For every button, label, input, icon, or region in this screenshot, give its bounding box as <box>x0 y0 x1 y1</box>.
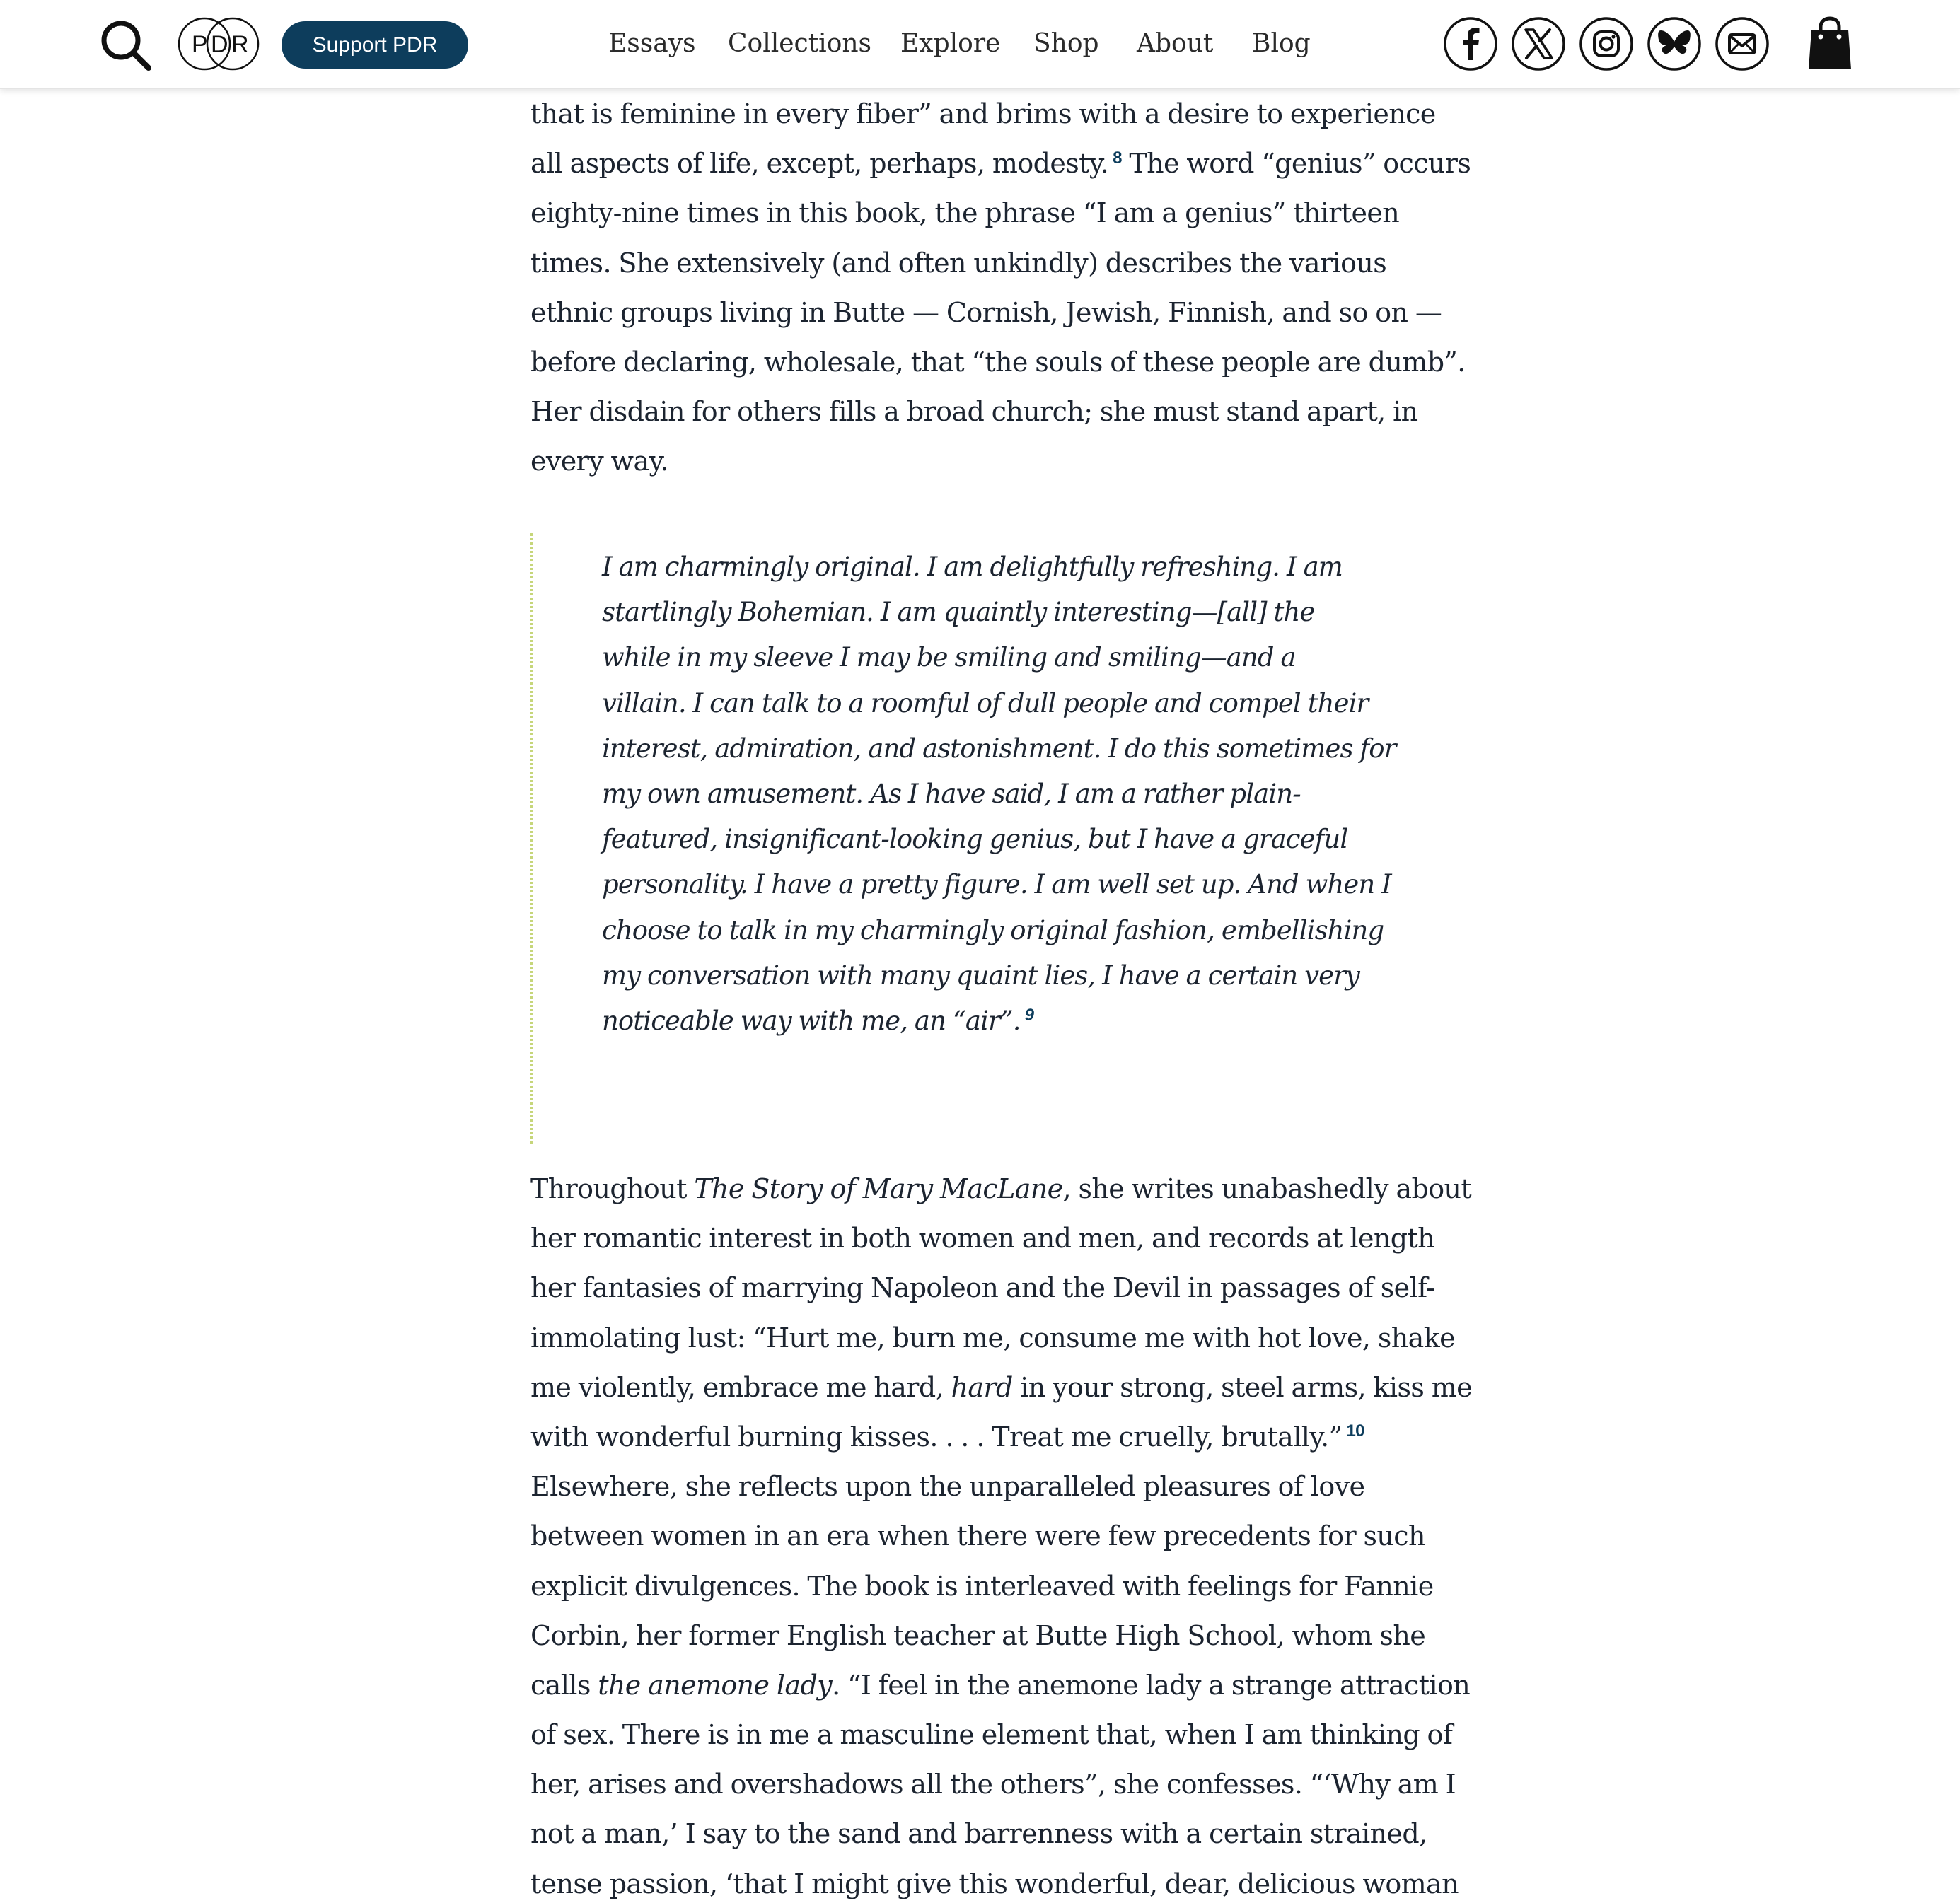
text-run: The word “genius” occurs <box>1129 148 1471 180</box>
instagram-icon[interactable] <box>1579 16 1634 71</box>
footnote-10-link[interactable]: 10 <box>1346 1421 1364 1441</box>
quote-line: interest, admiration, and astonishment. I do this sometimes for <box>602 733 1396 764</box>
quote-line: my own amusement. As I have said, I am a rather plain- <box>602 778 1301 809</box>
text-line: her, arises and overshadows all the others”, she confesses. “‘Why am I <box>530 1769 1456 1800</box>
emphasis: the anemone lady <box>598 1669 833 1701</box>
text-run: me violently, embrace me hard, <box>530 1371 951 1403</box>
text-line <box>530 1660 1472 1710</box>
text-line: tense passion, ‘that I might give this wonderful, dear, delicious woman <box>530 1868 1459 1899</box>
text-line: eighty-nine times in this book, the phrase “I am a genius” thirteen <box>530 197 1400 229</box>
text-run: in your strong, steel arms, kiss me <box>1012 1371 1473 1403</box>
text-run: all aspects of life, except, perhaps, modesty. <box>530 148 1109 180</box>
logo-letter-d: D <box>211 31 228 58</box>
text-line: Corbin, her former English teacher at Butte High School, whom she <box>530 1619 1426 1651</box>
text-line <box>530 1363 1472 1412</box>
quote-line: while in my sleeve I may be smiling and smiling—and a <box>602 642 1296 673</box>
text-line: explicit divulgences. The book is interleaved with feelings for Fannie <box>530 1570 1434 1602</box>
text-line: before declaring, wholesale, that “the souls of these people are dumb”. <box>530 346 1466 378</box>
text-line <box>530 139 1471 188</box>
x-icon[interactable] <box>1511 16 1566 71</box>
nav-explore[interactable]: Explore <box>900 29 1001 58</box>
text-line <box>530 1412 1472 1462</box>
text-run: . “I feel in the anemone lady a strange attraction <box>832 1669 1471 1701</box>
site-header <box>0 0 1960 89</box>
quote-line: I am charmingly original. I am delightfully refreshing. I am <box>602 552 1343 582</box>
bluesky-icon[interactable] <box>1647 16 1702 71</box>
nav-blog[interactable]: Blog <box>1252 29 1311 58</box>
quote-text <box>602 545 1396 1044</box>
nav-collections[interactable]: Collections <box>728 29 872 58</box>
text-line: Elsewhere, she reflects upon the unparalleled pleasures of love <box>530 1471 1365 1503</box>
text-run: , she writes unabashedly about <box>1062 1173 1472 1204</box>
email-icon[interactable] <box>1715 16 1770 71</box>
text-line: her fantasies of marrying Napoleon and the Devil in passages of self- <box>530 1272 1435 1304</box>
quote-line: my conversation with many quaint lies, I have a certain very <box>602 960 1359 991</box>
text-line: every way. <box>530 446 668 477</box>
block-quote <box>530 533 1396 1144</box>
text-run: Throughout <box>530 1173 695 1204</box>
nav-about[interactable]: About <box>1137 29 1214 58</box>
quote-line: featured, insignificant-looking genius, but I have a graceful <box>602 824 1348 855</box>
text-line: her romantic interest in both women and men, and records at length <box>530 1223 1434 1255</box>
quote-line: choose to talk in my charmingly original fashion, embellishing <box>602 914 1384 945</box>
text-line <box>530 1164 1472 1214</box>
logo-letter-p: P <box>192 31 208 58</box>
text-line: ethnic groups living in Butte — Cornish, Jewish, Finnish, and so on — <box>530 296 1442 328</box>
shopping-bag-icon[interactable] <box>1805 15 1855 71</box>
quote-line: villain. I can talk to a roomful of dull people and compel their <box>602 687 1369 718</box>
paragraph-1 <box>530 89 1471 487</box>
nav-shop[interactable]: Shop <box>1033 29 1099 58</box>
text-line: times. She extensively (and often unkindly) describes the various <box>530 247 1387 279</box>
text-run: with wonderful burning kisses. . . . Treat me cruelly, brutally.” <box>530 1421 1343 1453</box>
text-line: immolating lust: “Hurt me, burn me, consume me with hot love, shake <box>530 1322 1456 1354</box>
text-line: not a man,’ I say to the sand and barrenness with a certain strained, <box>530 1818 1427 1850</box>
paragraph-2 <box>530 1164 1472 1903</box>
text-run: calls <box>530 1669 598 1701</box>
nav-essays[interactable]: Essays <box>608 29 696 58</box>
pdr-logo[interactable] <box>177 16 260 71</box>
quote-line: startlingly Bohemian. I am quaintly interesting—[all] the <box>602 597 1315 628</box>
book-title: The Story of Mary MacLane <box>694 1173 1063 1204</box>
quote-line <box>602 999 1396 1044</box>
text-line: that is feminine in every fiber” and brims with a desire to experience <box>530 98 1436 129</box>
text-line: of sex. There is in me a masculine element that, when I am thinking of <box>530 1719 1453 1751</box>
quote-line: personality. I have a pretty figure. I am well set up. And when I <box>602 869 1391 900</box>
support-pdr-button[interactable]: Support PDR <box>282 21 468 69</box>
text-line: between women in an era when there were few precedents for such <box>530 1520 1425 1552</box>
emphasis: hard <box>951 1371 1013 1403</box>
footnote-9-link[interactable]: 9 <box>1024 1005 1034 1025</box>
text-line: Her disdain for others fills a broad church; she must stand apart, in <box>530 396 1418 428</box>
search-icon[interactable] <box>99 18 153 72</box>
logo-letter-r: R <box>231 31 249 58</box>
footnote-8-link[interactable]: 8 <box>1113 148 1122 168</box>
facebook-icon[interactable] <box>1443 16 1498 71</box>
text-run: noticeable way with me, an “air”. <box>602 1005 1021 1036</box>
